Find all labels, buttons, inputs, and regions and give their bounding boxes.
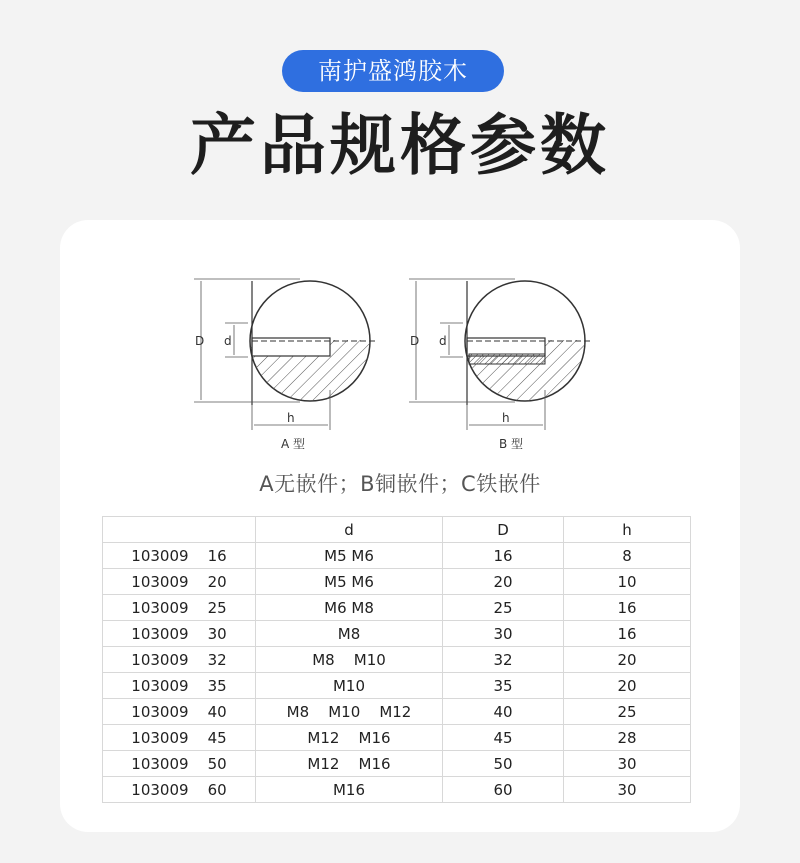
cell-D: 40 bbox=[443, 699, 564, 725]
cell-D: 30 bbox=[443, 621, 564, 647]
type-a-D-label: D bbox=[195, 334, 205, 348]
cell-D: 16 bbox=[443, 543, 564, 569]
cell-model: 103009 20 bbox=[103, 569, 256, 595]
cell-model: 103009 16 bbox=[103, 543, 256, 569]
cell-model: 103009 25 bbox=[103, 595, 256, 621]
cell-d: M5 M6 bbox=[256, 543, 443, 569]
cell-model: 103009 60 bbox=[103, 777, 256, 803]
cell-h: 16 bbox=[564, 621, 691, 647]
cell-D: 45 bbox=[443, 725, 564, 751]
cell-model: 103009 32 bbox=[103, 647, 256, 673]
cell-d: M5 M6 bbox=[256, 569, 443, 595]
type-a-drawing bbox=[194, 279, 376, 451]
cell-model: 103009 50 bbox=[103, 751, 256, 777]
cell-d: M12 M16 bbox=[256, 751, 443, 777]
page-title: 产品规格参数 bbox=[190, 107, 610, 184]
spec-table bbox=[102, 516, 691, 803]
cell-h: 8 bbox=[564, 543, 691, 569]
cell-h: 20 bbox=[564, 673, 691, 699]
type-b-D-label: D bbox=[410, 334, 420, 348]
table-row bbox=[103, 621, 691, 647]
cell-h: 28 bbox=[564, 725, 691, 751]
cell-h: 10 bbox=[564, 569, 691, 595]
header-D: D bbox=[443, 517, 564, 543]
cell-model: 103009 40 bbox=[103, 699, 256, 725]
type-b-d-label: d bbox=[439, 334, 447, 348]
cell-h: 30 bbox=[564, 751, 691, 777]
cell-d: M10 bbox=[256, 673, 443, 699]
cell-h: 30 bbox=[564, 777, 691, 803]
cell-d: M8 M10 bbox=[256, 647, 443, 673]
type-a-caption: A 型 bbox=[281, 437, 306, 451]
type-b-caption: B 型 bbox=[499, 437, 524, 451]
type-a-d-label: d bbox=[224, 334, 232, 348]
table-row bbox=[103, 777, 691, 803]
cell-D: 25 bbox=[443, 595, 564, 621]
cell-model: 103009 45 bbox=[103, 725, 256, 751]
cell-d: M8 bbox=[256, 621, 443, 647]
cell-d: M6 M8 bbox=[256, 595, 443, 621]
table-row bbox=[103, 595, 691, 621]
table-row bbox=[103, 543, 691, 569]
cell-h: 25 bbox=[564, 699, 691, 725]
insert-type-caption: A无嵌件；B铜嵌件；C铁嵌件 bbox=[259, 472, 541, 496]
cell-D: 50 bbox=[443, 751, 564, 777]
cell-h: 16 bbox=[564, 595, 691, 621]
brand-badge: 南护盛鸿胶木 bbox=[282, 50, 504, 92]
cell-D: 20 bbox=[443, 569, 564, 595]
cell-h: 20 bbox=[564, 647, 691, 673]
type-a-h-label: h bbox=[287, 411, 295, 425]
cell-d: M16 bbox=[256, 777, 443, 803]
cell-d: M12 M16 bbox=[256, 725, 443, 751]
cell-d: M8 M10 M12 bbox=[256, 699, 443, 725]
type-b-drawing bbox=[409, 279, 592, 451]
type-b-h-label: h bbox=[502, 411, 510, 425]
header-model bbox=[103, 517, 256, 543]
table-row bbox=[103, 673, 691, 699]
table-row bbox=[103, 699, 691, 725]
cell-D: 32 bbox=[443, 647, 564, 673]
table-row bbox=[103, 725, 691, 751]
cell-model: 103009 30 bbox=[103, 621, 256, 647]
header-h: h bbox=[564, 517, 691, 543]
table-header-row bbox=[103, 517, 691, 543]
table-row bbox=[103, 751, 691, 777]
table-row bbox=[103, 569, 691, 595]
table-row bbox=[103, 647, 691, 673]
cell-D: 60 bbox=[443, 777, 564, 803]
header-d: d bbox=[256, 517, 443, 543]
cell-D: 35 bbox=[443, 673, 564, 699]
cell-model: 103009 35 bbox=[103, 673, 256, 699]
